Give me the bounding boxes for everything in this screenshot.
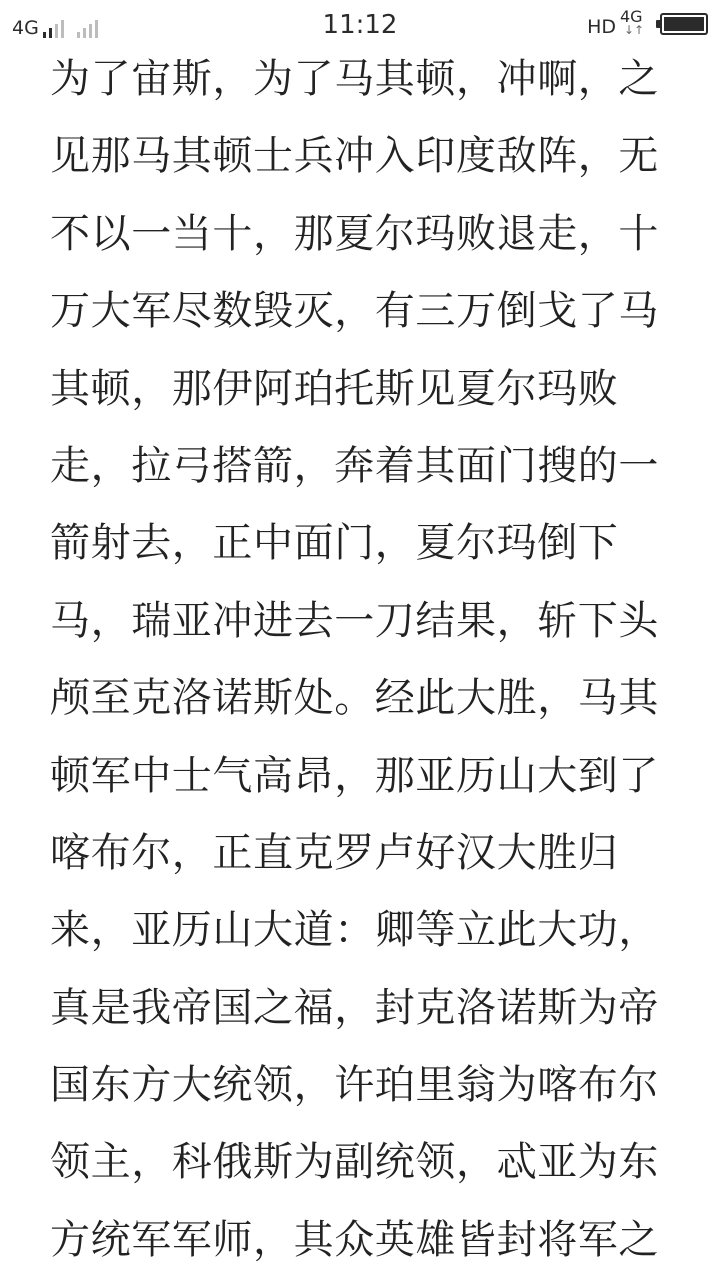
data-arrows-icon: ↓↑	[624, 23, 645, 37]
battery-icon	[660, 13, 708, 35]
mobile-data-label: 4G	[620, 7, 643, 26]
text-line: 喀布尔，正直克罗卢好汉大胜归	[50, 829, 619, 876]
network-type-label: 4G	[12, 17, 39, 39]
status-clock: 11:12	[322, 10, 398, 40]
text-line: 走，拉弓搭箭，奔着其面门搜的一	[50, 442, 659, 489]
text-line: 顿军中士气高昂，那亚历山大到了	[50, 752, 659, 799]
battery-level-fill	[664, 17, 704, 31]
text-line: 见那马其顿士兵冲入印度敌阵，无	[50, 133, 659, 180]
text-line: 马，瑞亚冲进去一刀结果，斩下头	[50, 597, 659, 644]
text-line: 方统军军师，其众英雄皆封将军之	[50, 1216, 659, 1263]
text-line: 万大军尽数毁灭，有三万倒戈了马	[50, 288, 659, 335]
text-line: 真是我帝国之福，封克洛诺斯为帝	[50, 984, 659, 1031]
text-line: 领主，科俄斯为副统领，忒亚为东	[50, 1139, 659, 1186]
hd-voice-label: HD	[587, 16, 616, 38]
text-line: 其顿，那伊阿珀托斯见夏尔玛败	[50, 365, 619, 412]
status-right	[587, 8, 708, 40]
text-line: 国东方大统领，许珀里翁为喀布尔	[50, 1062, 659, 1109]
text-line: 箭射去，正中面门，夏尔玛倒下	[50, 520, 619, 567]
mobile-data-icon	[618, 8, 652, 40]
text-line: 来，亚历山大道：卿等立此大功，	[50, 907, 659, 954]
text-line: 不以一当十，那夏尔玛败退走，十	[50, 210, 659, 257]
text-line: 为了宙斯，为了马其顿，冲啊，之	[50, 56, 659, 102]
reader-page[interactable]	[50, 41, 670, 1279]
text-line: 颅至克洛诺斯处。经此大胜，马其	[50, 675, 659, 722]
